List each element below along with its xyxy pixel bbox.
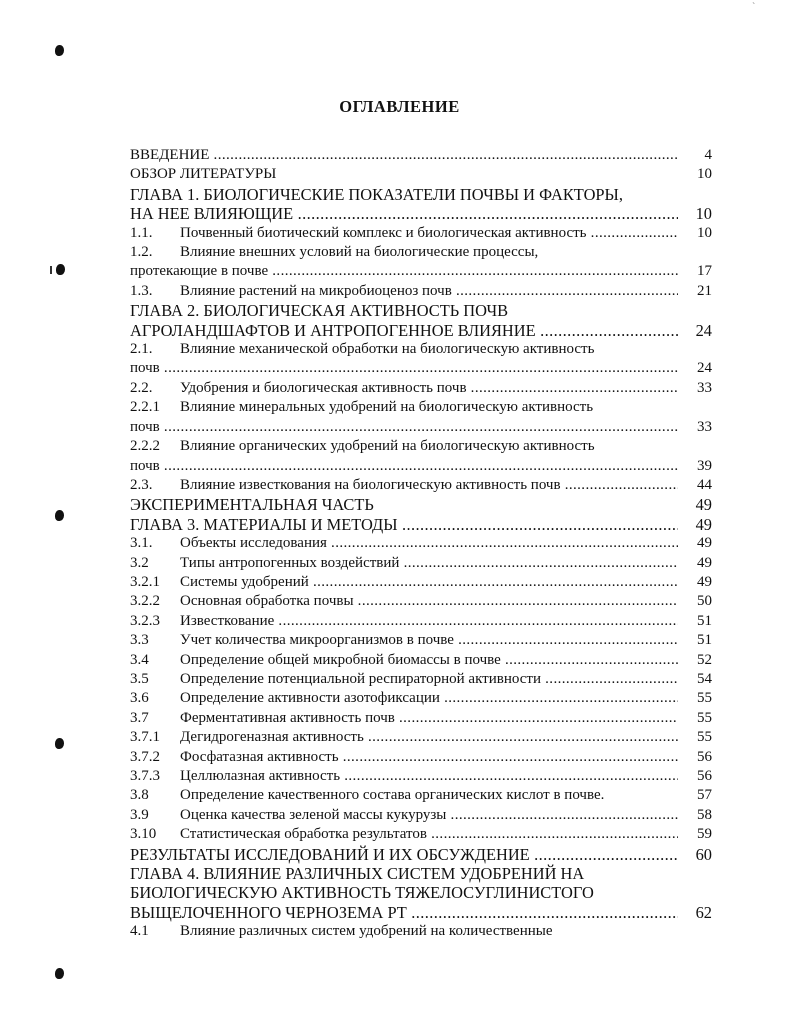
toc-entry [130, 825, 712, 844]
toc-entry-title: Целлюлазная активность ..... [180, 767, 678, 786]
toc-entry [130, 689, 712, 708]
toc-entry-number: 3.6 [130, 690, 149, 707]
toc-entry-title: Влияние внешних условий на биологические процессы, [180, 244, 539, 261]
toc-entry [130, 786, 712, 805]
toc-entry-page: 10 [695, 204, 712, 224]
toc-entry-title: Определение качественного состава органических кислот в почве. [180, 787, 605, 804]
toc-entry-number: 2.3. [130, 476, 153, 493]
toc-entry-title: Определение потенциальной респираторной активности ..... [180, 670, 678, 689]
toc-entry [130, 185, 712, 204]
toc-entry-page: 59 [697, 826, 712, 843]
toc-entry-number: 3.2.2 [130, 593, 160, 610]
toc-entry-title: АГРОЛАНДШАФТОВ И АНТРОПОГЕННОЕ ВЛИЯНИЕ ..... [130, 321, 678, 340]
punch-hole-mark [55, 510, 64, 521]
toc-entry [130, 204, 712, 223]
toc-entry-title: ОБЗОР ЛИТЕРАТУРЫ [130, 166, 277, 183]
toc-entry-number: 3.2.3 [130, 612, 160, 629]
toc-entry-page: 60 [695, 844, 712, 864]
toc-entry-number: 3.10 [130, 826, 157, 843]
punch-hole-mark [56, 264, 65, 275]
toc-entry [130, 670, 712, 689]
toc-entry-title: Дегидрогеназная активность ..... [180, 728, 678, 747]
toc-entry [130, 321, 712, 340]
toc-entry-number: 3.3 [130, 632, 149, 649]
punch-hole-mark [55, 738, 64, 749]
toc-entry-page: 56 [697, 768, 712, 784]
toc-entry-title: Системы удобрений ..... [180, 573, 678, 592]
toc-entry-title: Объекты исследования ..... [180, 534, 678, 553]
toc-entry-title: РЕЗУЛЬТАТЫ ИССЛЕДОВАНИЙ И ИХ ОБСУЖДЕНИЕ ..... [130, 845, 678, 864]
toc-entry-number: 3.9 [130, 806, 149, 823]
toc-entry [130, 903, 712, 922]
toc-entry-number: 3.4 [130, 651, 149, 668]
toc-entry-page: 54 [697, 670, 712, 687]
toc-entry [130, 612, 712, 631]
toc-entry [130, 748, 712, 767]
toc-entry-title: ЭКСПЕРИМЕНТАЛЬНАЯ ЧАСТЬ [130, 495, 374, 515]
toc-entry-title: Влияние растений на микробиоценоз почв ..... [180, 282, 678, 301]
toc-entry-page: 24 [697, 360, 712, 377]
toc-entry-number: 3.2.1 [130, 573, 160, 590]
toc-entry [130, 437, 712, 456]
toc-entry-title: Влияние органических удобрений на биологическую активность [180, 438, 595, 455]
toc-entry [130, 573, 712, 592]
toc-entry-page: 49 [697, 573, 712, 590]
toc-entry-title: ГЛАВА 2. БИОЛОГИЧЕСКАЯ АКТИВНОСТЬ ПОЧВ [130, 301, 509, 321]
toc-entry-number: 1.2. [130, 244, 153, 261]
toc-entry-title: Учет количества микроорганизмов в почве ..... [180, 631, 678, 650]
toc-entry [130, 495, 712, 514]
toc-entry [130, 592, 712, 611]
toc-entry-page: 44 [697, 476, 712, 493]
toc-entry-page: 50 [697, 593, 712, 610]
toc-entry-page: 56 [697, 748, 712, 765]
toc-entry [130, 418, 712, 437]
toc-entry [130, 864, 712, 883]
toc-entry [130, 709, 712, 728]
toc-entry-title: Влияние минеральных удобрений на биологическую активность [180, 399, 594, 416]
toc-entry-page: 55 [697, 709, 712, 726]
page-title: ОГЛАВЛЕНИЕ [339, 97, 460, 116]
punch-hole-mark [55, 45, 64, 56]
toc-entry [130, 224, 712, 243]
toc-entry [130, 282, 712, 301]
toc-entry-page: 62 [695, 902, 712, 922]
toc-entry [130, 262, 712, 281]
toc-entry [130, 651, 712, 670]
toc-entry [130, 515, 712, 534]
toc-entry-page: 58 [697, 806, 712, 823]
toc-entry [130, 476, 712, 495]
toc-entry [130, 767, 712, 786]
toc-entry-title: почв ..... [130, 359, 678, 378]
scan-corner-mark: ` [752, 2, 756, 13]
toc-entry-page: 52 [697, 651, 712, 668]
toc-entry-title: Влияние механической обработки на биологическую активность [180, 341, 595, 358]
toc-entry-page: 17 [697, 263, 712, 280]
toc-entry [130, 379, 712, 398]
toc-entry-number: 3.7.3 [130, 768, 160, 784]
toc-entry [130, 922, 712, 941]
toc-entry [130, 806, 712, 825]
toc-entry-title: ГЛАВА 1. БИОЛОГИЧЕСКИЕ ПОКАЗАТЕЛИ ПОЧВЫ И ФАКТОРЫ, [130, 184, 623, 204]
toc-entry-title: Фосфатазная активность ..... [180, 748, 678, 767]
toc-entry [130, 534, 712, 553]
toc-entry-title: ВЫЩЕЛОЧЕННОГО ЧЕРНОЗЕМА РТ ..... [130, 903, 678, 922]
toc-entry [130, 457, 712, 476]
toc-entry-title: БИОЛОГИЧЕСКУЮ АКТИВНОСТЬ ТЯЖЕЛОСУГЛИНИСТОГО [130, 883, 594, 903]
toc-entry-page: 49 [697, 535, 712, 552]
toc-entry-number: 3.7.1 [130, 729, 160, 746]
toc-entry-title: ВВЕДЕНИЕ ..... [130, 146, 678, 165]
toc-entry-title: Статистическая обработка результатов ..... [180, 825, 678, 844]
toc-entry [130, 631, 712, 650]
toc-entry-title: Удобрения и биологическая активность почв ..... [180, 379, 678, 398]
toc-entry-number: 4.1 [130, 923, 149, 940]
toc-entry-page: 51 [697, 612, 712, 629]
toc-entry [130, 340, 712, 359]
toc-entry [130, 359, 712, 378]
toc-entry-title: Определение общей микробной биомассы в почве ..... [180, 651, 678, 670]
toc-entry [130, 301, 712, 320]
punch-hole-mark [55, 968, 64, 979]
toc-entry-title: ГЛАВА 4. ВЛИЯНИЕ РАЗЛИЧНЫХ СИСТЕМ УДОБРЕНИЙ НА [130, 864, 585, 884]
toc-entry-number: 2.2.1 [130, 399, 160, 416]
toc-entry-number: 3.2 [130, 554, 149, 571]
toc-entry-number: 3.7 [130, 709, 149, 726]
toc-entry-title: Определение активности азотофиксации ..... [180, 689, 678, 708]
toc-entry-page: 39 [697, 457, 712, 474]
toc-entry-title: ГЛАВА 3. МАТЕРИАЛЫ И МЕТОДЫ ..... [130, 515, 678, 534]
toc-entry-title: Влияние известкования на биологическую активность почв ..... [180, 476, 678, 495]
toc-entry-number: 2.2.2 [130, 438, 160, 455]
toc-entry-number: 3.5 [130, 670, 149, 687]
table-of-contents [130, 146, 712, 942]
toc-entry-title: Оценка качества зеленой массы кукурузы ..... [180, 806, 678, 825]
toc-entry-number: 3.1. [130, 535, 153, 552]
toc-entry [130, 243, 712, 262]
toc-entry-title: почв ..... [130, 418, 678, 437]
toc-entry-number: 2.1. [130, 341, 153, 358]
toc-entry-page: 57 [697, 787, 712, 804]
toc-entry-number: 3.8 [130, 787, 149, 804]
toc-entry-number: 3.7.2 [130, 748, 160, 765]
margin-tick-mark [50, 266, 52, 274]
toc-entry-title: Известкование ..... [180, 612, 678, 631]
toc-entry-title: протекающие в почве ..... [130, 262, 678, 281]
toc-entry-page: 33 [697, 379, 712, 396]
toc-entry-title: Почвенный биотический комплекс и биологическая активность ..... [180, 224, 678, 243]
toc-entry-number: 2.2. [130, 379, 153, 396]
toc-entry-page: 49 [697, 554, 712, 571]
toc-entry [130, 845, 712, 864]
toc-entry-page: 4 [704, 147, 712, 163]
toc-entry-number: 1.1. [130, 224, 153, 241]
toc-entry-page: 49 [695, 495, 712, 515]
toc-entry-title: почв ..... [130, 457, 678, 476]
toc-entry-page: 24 [695, 320, 712, 340]
toc-entry-title: Ферментативная активность почв ..... [180, 709, 678, 728]
toc-entry-number: 1.3. [130, 282, 153, 299]
toc-entry-page: 51 [697, 632, 712, 649]
toc-entry [130, 883, 712, 902]
toc-entry-title: Основная обработка почвы ..... [180, 592, 678, 611]
toc-entry [130, 165, 712, 184]
toc-entry-title: Влияние различных систем удобрений на количественные [180, 923, 553, 940]
toc-entry-title: НА НЕЕ ВЛИЯЮЩИЕ ..... [130, 204, 678, 223]
toc-entry-title: Типы антропогенных воздействий ..... [180, 554, 678, 573]
toc-entry-page: 10 [697, 224, 712, 241]
toc-entry [130, 728, 712, 747]
toc-entry [130, 398, 712, 417]
toc-entry [130, 554, 712, 573]
toc-entry-page: 33 [697, 418, 712, 435]
toc-entry-page: 10 [697, 166, 712, 183]
toc-entry-page: 49 [695, 514, 712, 534]
toc-entry-page: 21 [697, 282, 712, 299]
toc-entry-page: 55 [697, 690, 712, 707]
toc-entry-page: 55 [697, 729, 712, 746]
toc-entry [130, 146, 712, 165]
